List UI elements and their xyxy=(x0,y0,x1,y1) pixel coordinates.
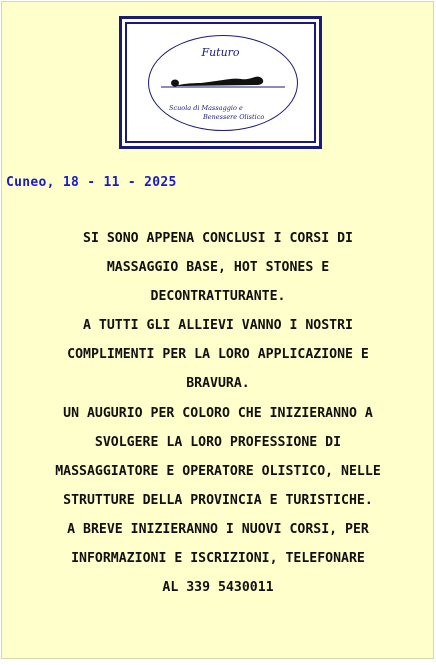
phone-line: AL 339 5430011 xyxy=(162,580,274,596)
message-line: MASSAGGIATORE E OPERATORE OLISTICO, NELLE xyxy=(55,463,381,479)
message-line: MASSAGGIO BASE, HOT STONES E xyxy=(106,260,330,276)
school-logo xyxy=(119,16,322,149)
message-line: INFORMAZIONI E ISCRIZIONI, TELEFONARE xyxy=(71,551,365,567)
message-line: SI SONO APPENA CONCLUSI I CORSI DI xyxy=(83,231,353,246)
reclining-person-icon xyxy=(161,71,285,91)
message-line: UN AUGURIO PER COLORO CHE INIZIERANNO A xyxy=(63,405,373,421)
message-line: A TUTTI GLI ALLIEVI VANNO I NOSTRI xyxy=(83,318,353,334)
message-line: SVOLGERE LA LORO PROFESSIONE DI xyxy=(94,434,342,450)
announcement-text xyxy=(6,224,430,602)
message-line: DECONTRATTURANTE. xyxy=(150,289,286,305)
logo-subtitle-line1: Scuola di Massaggio e xyxy=(169,104,243,112)
page xyxy=(1,1,434,659)
message-line: STRUTTURE DELLA PROVINCIA E TURISTICHE. xyxy=(63,492,373,508)
message-line: A BREVE INIZIERANNO I NUOVI CORSI, PER xyxy=(67,521,369,537)
date-line: Cuneo, 18 - 11 - 2025 xyxy=(6,175,177,190)
logo-subtitle-line2: Benessere Olistico xyxy=(203,113,265,121)
logo-title: Futuro xyxy=(201,46,240,59)
message-line: BRAVURA. xyxy=(186,376,250,392)
message-line: COMPLIMENTI PER LA LORO APPLICAZIONE E xyxy=(67,347,369,363)
